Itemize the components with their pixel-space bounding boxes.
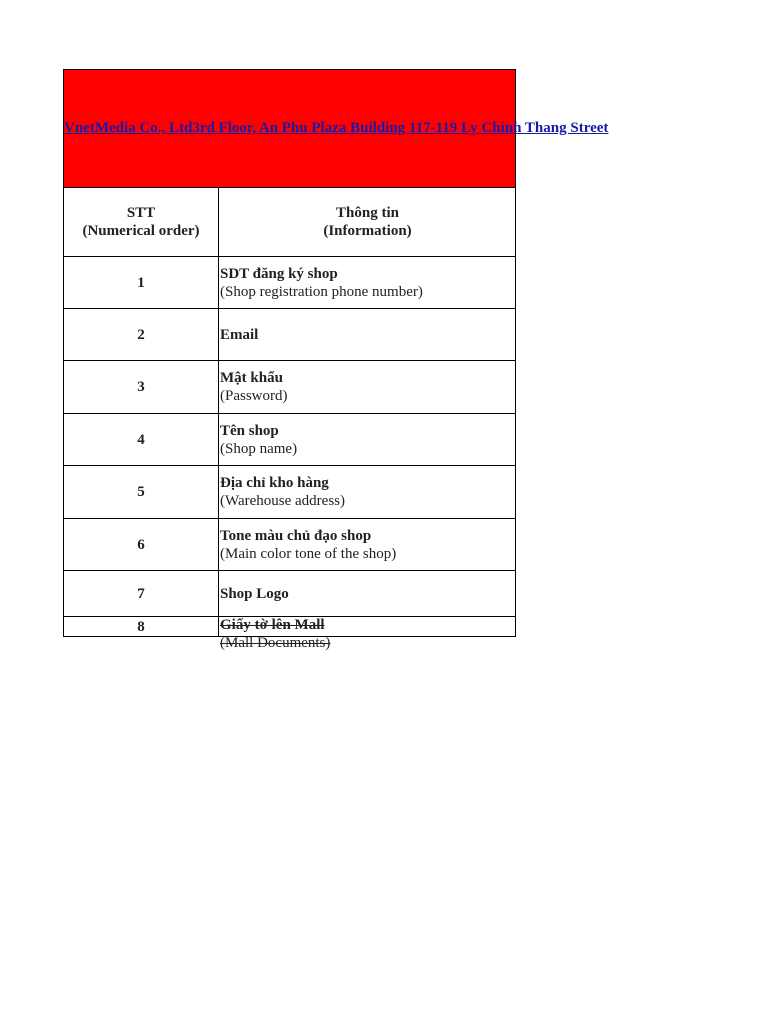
row-4-info: [218, 413, 516, 466]
row-5-info: [218, 465, 516, 519]
row-5-sublabel: (Warehouse address): [220, 493, 345, 509]
row-3-label: Mật khẩu: [220, 370, 283, 386]
header-info-sublabel: (Information): [323, 223, 412, 239]
row-4-number: 4: [63, 413, 219, 466]
header-info-label: Thông tin: [336, 205, 399, 221]
company-address-link[interactable]: VnetMedia Co., Ltd3rd Floor, An Phu Plaza Building 117-119 Ly Chinh Thang Street: [64, 120, 609, 136]
row-8-label: Giấy tờ lên Mall: [220, 617, 325, 633]
row-3-info: [218, 360, 516, 414]
row-6-info: [218, 518, 516, 571]
row-8-info: [218, 616, 516, 651]
row-6-label: Tone màu chủ đạo shop: [220, 527, 372, 544]
row-4-label: Tên shop: [220, 422, 279, 439]
row-7-info: [218, 570, 516, 617]
row-7-number: 7: [63, 570, 219, 617]
row-2-label: Email: [220, 326, 259, 343]
row-6-sublabel: (Main color tone of the shop): [220, 545, 397, 562]
row-3-number: 3: [63, 360, 219, 414]
row-8-number: 8: [63, 616, 219, 637]
row-2-number: 2: [63, 308, 219, 361]
row-2-info: [218, 308, 516, 361]
row-6-number: 6: [63, 518, 219, 571]
row-5-number: 5: [63, 465, 219, 519]
header-info-cell: [218, 187, 516, 257]
row-3-sublabel: (Password): [220, 388, 288, 404]
header-stt-label: STT: [126, 205, 156, 221]
row-5-label: Địa chỉ kho hàng: [220, 475, 329, 491]
header-stt-cell: [63, 187, 219, 257]
row-1-label: SDT đăng ký shop: [220, 265, 338, 282]
row-4-sublabel: (Shop name): [220, 440, 298, 457]
row-8-sublabel: (Mall Documents): [220, 635, 331, 651]
header-stt-sublabel: (Numerical order): [82, 223, 200, 239]
company-banner: [63, 69, 609, 188]
row-1-sublabel: (Shop registration phone number): [220, 283, 423, 300]
row-1-info: [218, 256, 516, 309]
row-7-label: Shop Logo: [220, 585, 289, 602]
row-1-number: 1: [63, 256, 219, 309]
